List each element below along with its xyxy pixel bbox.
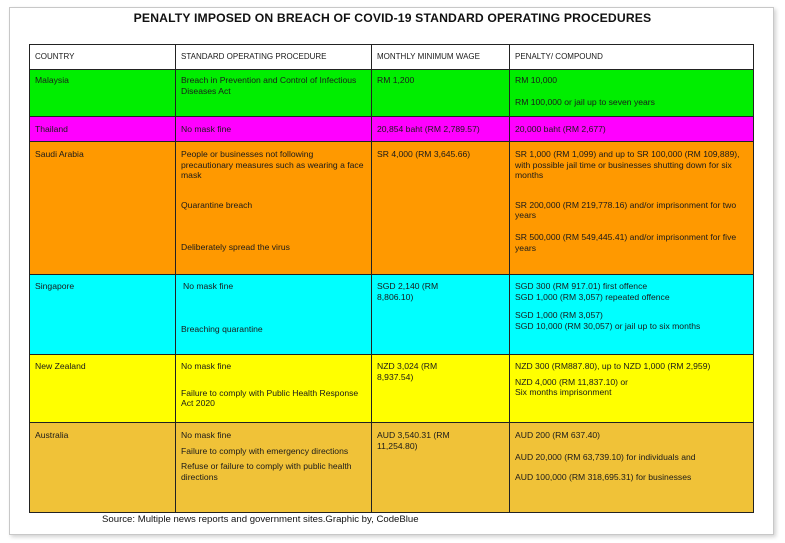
penalty-item: 20,000 baht (RM 2,677) — [515, 124, 606, 134]
penalty-cell — [510, 117, 754, 142]
sop-cell — [176, 275, 372, 355]
wage-value: 20,854 baht (RM 2,789.57) — [377, 124, 480, 134]
wage-cell — [372, 142, 510, 275]
penalty-table — [29, 44, 754, 513]
penalty-item: RM 10,000 — [515, 75, 558, 85]
page-title: PENALTY IMPOSED ON BREACH OF COVID-19 STANDARD OPERATING PROCEDURES — [133, 11, 652, 25]
country-name: Saudi Arabia — [35, 149, 84, 159]
sop-cell — [176, 355, 372, 423]
penalty-cell — [510, 275, 754, 355]
wage-value: SGD 2,140 (RM 8,806.10) — [377, 281, 439, 302]
penalty-item: SGD 1,000 (RM 3,057) — [515, 310, 603, 321]
sop-item: Breaching quarantine — [181, 323, 263, 334]
penalty-cell — [510, 355, 754, 423]
header-country: COUNTRY — [30, 45, 176, 70]
penalty-item: NZD 300 (RM887.80), up to NZD 1,000 (RM 2,959) — [515, 361, 711, 371]
penalty-item: SR 200,000 (RM 219,778.16) and/or imprisonment for two years — [515, 199, 737, 221]
country-cell — [30, 423, 176, 513]
country-name: Thailand — [35, 124, 68, 134]
sop-item: People or businesses not following precautionary measures such as wearing a face mask — [181, 149, 364, 181]
country-cell — [30, 142, 176, 275]
wage-value: RM 1,200 — [377, 75, 415, 85]
penalty-cell — [510, 70, 754, 117]
penalty-item: AUD 100,000 (RM 318,695.31) for businesses — [515, 472, 692, 483]
sop-cell — [176, 70, 372, 117]
wage-value: NZD 3,024 (RM 8,937.54) — [377, 361, 438, 382]
wage-cell — [372, 355, 510, 423]
country-name: Malaysia — [35, 75, 69, 85]
penalty-item: AUD 200 (RM 637.40) — [515, 430, 601, 440]
sop-cell — [176, 423, 372, 513]
penalty-item: NZD 4,000 (RM 11,837.10) or — [515, 376, 629, 387]
sop-item: Quarantine breach — [181, 199, 253, 210]
sop-item: Breach in Prevention and Control of Infectious Diseases Act — [181, 75, 357, 96]
penalty-item: SR 500,000 (RM 549,445.41) and/or imprisonment for five years — [515, 231, 737, 253]
row-new-zealand — [30, 355, 754, 423]
country-cell — [30, 275, 176, 355]
sop-item: Failure to comply with Public Health Response Act 2020 — [181, 387, 359, 409]
penalty-item: SGD 300 (RM 917.01) first offence — [515, 281, 648, 291]
sop-item: Deliberately spread the virus — [181, 242, 290, 253]
country-name: Singapore — [35, 281, 75, 291]
country-cell — [30, 355, 176, 423]
wage-value: AUD 3,540.31 (RM 11,254.80) — [377, 430, 450, 451]
row-malaysia — [30, 70, 754, 117]
sop-item: Failure to comply with emergency directions — [181, 445, 349, 456]
penalty-item: AUD 20,000 (RM 63,739.10) for individuals and — [515, 451, 696, 462]
penalty-item: Six months imprisonment — [515, 387, 612, 398]
source-caption: Source: Multiple news reports and government sites.Graphic by, CodeBlue — [102, 514, 419, 525]
country-cell — [30, 70, 176, 117]
penalty-cell — [510, 423, 754, 513]
penalty-item: SR 1,000 (RM 1,099) and up to SR 100,000 (RM 109,889), with possible jail time or businesses shutting down for six months — [515, 149, 740, 181]
penalty-cell — [510, 142, 754, 275]
wage-cell — [372, 70, 510, 117]
wage-value: SR 4,000 (RM 3,645.66) — [377, 149, 471, 159]
sop-item: No mask fine — [183, 281, 234, 291]
sop-item: No mask fine — [181, 361, 232, 371]
wage-cell — [372, 117, 510, 142]
sop-item: No mask fine — [181, 430, 232, 440]
sop-item: No mask fine — [181, 124, 232, 134]
header-sop: STANDARD OPERATING PROCEDURE — [176, 45, 372, 70]
row-australia — [30, 423, 754, 513]
sop-item: Refuse or failure to comply with public health directions — [181, 461, 352, 482]
header-penalty: PENALTY/ COMPOUND — [510, 45, 754, 70]
penalty-item: RM 100,000 or jail up to seven years — [515, 96, 655, 107]
country-cell — [30, 117, 176, 142]
row-thailand — [30, 117, 754, 142]
sop-cell — [176, 117, 372, 142]
penalty-item: SGD 1,000 (RM 3,057) repeated offence — [515, 291, 670, 302]
row-singapore — [30, 275, 754, 355]
country-name: Australia — [35, 430, 69, 440]
header-row — [30, 45, 754, 70]
row-saudi-arabia — [30, 142, 754, 275]
header-wage: MONTHLY MINIMUM WAGE — [372, 45, 510, 70]
wage-cell — [372, 423, 510, 513]
sop-cell — [176, 142, 372, 275]
penalty-item: SGD 10,000 (RM 30,057) or jail up to six months — [515, 320, 701, 331]
wage-cell — [372, 275, 510, 355]
country-name: New Zealand — [35, 361, 86, 371]
